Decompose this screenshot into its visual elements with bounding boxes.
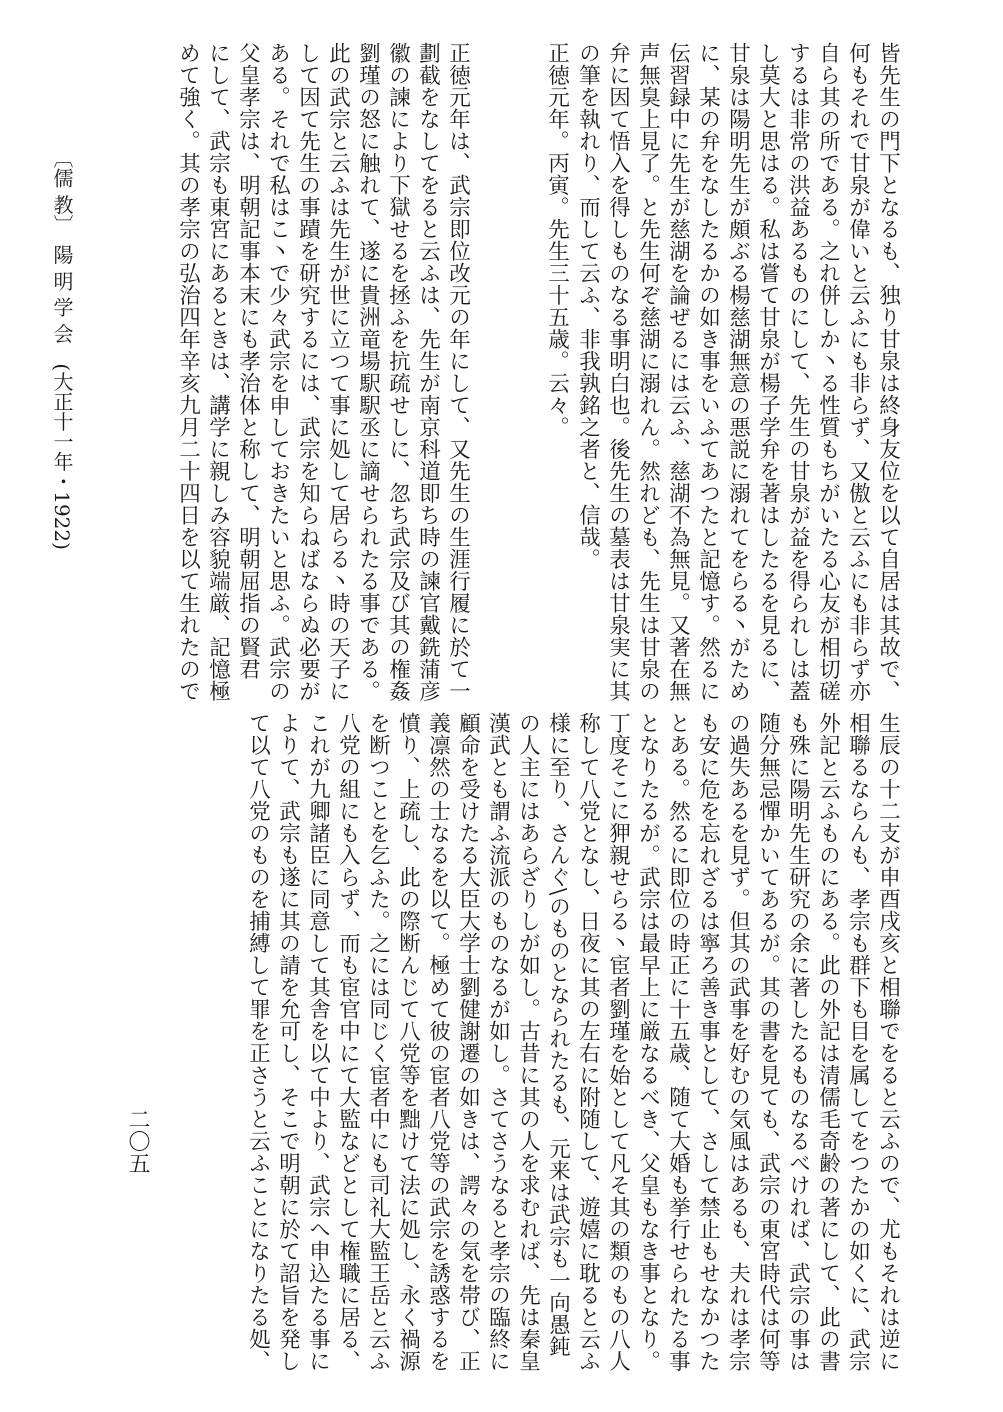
lower-column-22: て以て八党のものを捕縛して罪を正さうと云ふことになりたる処、 xyxy=(245,712,271,1372)
upper-column-1: 皆先生の門下となるも、独り甘泉は終身友位を以て自居は其故で、 xyxy=(875,42,901,702)
lower-column-15: 顧命を受けたる大臣大学士劉健謝遷の如きは、諤々の気を帯び、正 xyxy=(455,712,481,1372)
lower-column-9: となりたるが。武宗は最早上に厳なるべき、父皇もなき事となり。 xyxy=(635,712,661,1372)
lower-column-7: も安に危を忘れざるは寧ろ善き事として、さして禁止もせなかつた xyxy=(695,712,721,1372)
upper-column-19: ある。それで私はこ丶で少々武宗を申しておきたいと思ふ。武宗の xyxy=(265,42,291,702)
upper-column-8: 伝習録中に先生が慈湖を論ぜるには云ふ、慈湖不為無見。又著在無 xyxy=(665,42,691,702)
lower-column-8: とある。然るに即位の時正に十五歳、随て大婚も挙行せられたる事 xyxy=(665,712,691,1372)
upper-column-4: するは非常の洪益あるものにして、先生の甘泉が益を得られしは蓋 xyxy=(785,42,811,702)
lower-column-21: よりて、武宗も遂に其の請を允可し、そこで明朝に於て詔旨を発し xyxy=(275,712,301,1372)
lower-column-1: 生辰の十二支が申酉戌亥と相聯でをると云ふので、尤もそれは逆に xyxy=(875,712,901,1372)
upper-column-2: 何もそれで甘泉が偉いと云ふにも非らず、又傲と云ふにも非らず亦 xyxy=(845,42,871,702)
upper-column-21: にして、武宗も東宮にあるときは、講学に親しみ容貌端厳、記憶極 xyxy=(205,42,231,702)
lower-column-13: の人主にはあらざりしが如し。古昔に其の人を求むれば、先は秦皇 xyxy=(515,712,541,1372)
upper-column-18: して因て先生の事蹟を研究するには、武宗を知らねばならぬ必要が xyxy=(295,42,321,702)
lower-column-16: 義凛然の士なるを以て。極めて彼の宦者八党等の武宗を誘惑するを xyxy=(425,712,451,1372)
lower-column-11: 称して八党となし、日夜に其の左右に附随して、遊嬉に耽ると云ふ xyxy=(575,712,601,1372)
lower-column-3: 外記と云ふものにある。此の外記は清儒毛奇齢の著にして、此の書 xyxy=(815,712,841,1372)
lower-column-19: 八党の組にも入らず、而も宦官中にて大監などとして権職に居る、 xyxy=(335,712,361,1372)
upper-column-10: 弁に因て悟入を得しものなる事明白也。後先生の墓表は甘泉実に其 xyxy=(605,42,631,702)
upper-column-6: 甘泉は陽明先生が頗ぶる楊慈湖無意の悪説に溺れてをらる丶がため xyxy=(725,42,751,702)
lower-column-12: 様に至り、さんぐ\のものとなられたるも、元来は武宗も一向愚鈍 xyxy=(545,712,571,1358)
lower-column-17: 憤り、上疏し、此の際断んじて八党等を黜けて法に処し、永く禍源 xyxy=(395,712,421,1372)
lower-column-4: も殊に陽明先生研究の余に著したるものなるべければ、武宗の事は xyxy=(785,712,811,1372)
upper-column-9: 声無臭上見了。と先生何ぞ慈湖に溺れん。然れども、先生は甘泉の xyxy=(635,42,661,702)
lower-column-6: の過失あるを見ず。但其の武事を好むの気風はあるも、夫れは孝宗 xyxy=(725,712,751,1372)
upper-column-15: 徽の諫により下獄せるを拯ふを抗疏せしに、忽ち武宗及び其の権姦 xyxy=(385,42,411,702)
lower-column-18: を断つことを乞ふた。之には同じく宦者中にも司礼大監王岳と云ふ xyxy=(365,712,391,1372)
upper-column-22: めて強く。其の孝宗の弘治四年辛亥九月二十四日を以て生れたので xyxy=(175,42,201,702)
upper-column-11: の筆を執れり、而して云ふ、非我孰銘之者と、信哉。 xyxy=(575,42,601,570)
lower-column-2: 相聯るならんも、孝宗も群下も目を属してをつたかの如くに、武宗 xyxy=(845,712,871,1372)
lower-column-20: これが九卿諸臣に同意して其舎を以て中より、武宗へ申込たる事に xyxy=(305,712,331,1372)
lower-column-14: 漢武とも謂ふ流派のものなるが如し。さてさうなると孝宗の臨終に xyxy=(485,712,511,1372)
upper-column-20: 父皇孝宗は、明朝記事本末にも孝治体と称して、明朝屈指の賢君 xyxy=(235,42,261,680)
upper-column-3: 自ら其の所である。之れ併しか丶る性質もちがいたる心友が相切磋 xyxy=(815,42,841,702)
running-footer: 〔儒 教〕 陽 明 学 会 (大正十一年・1922) xyxy=(50,148,74,550)
upper-column-12: 正徳元年。丙寅。先生三十五歳。云々。 xyxy=(544,42,570,438)
page-number: 二〇五 xyxy=(125,1108,150,1174)
lower-column-5: 随分無忌憚かいてあるが。其の書を見ても、武宗の東宮時代は何等 xyxy=(755,712,781,1372)
upper-column-14: 劃截をなしてをると云ふは、先生が南京科道即ち時の諫官戴銑蒲彦 xyxy=(415,42,441,702)
upper-column-16: 劉瑾の怒に触れて、遂に貴洲竜場駅駅丞に謫せられたる事である。 xyxy=(355,42,381,702)
upper-column-17: 此の武宗と云ふは先生が世に立つて事に処して居らる丶時の天子に xyxy=(325,42,351,702)
upper-column-13: 正徳元年は、武宗即位改元の年にして、又先生の生涯行履に於て一 xyxy=(445,42,471,702)
lower-column-10: 丁度そこに狎親せらる丶宦者劉瑾を始として凡そ其の類のもの八人 xyxy=(605,712,631,1372)
upper-column-7: に、某の弁をなしたるかの如き事をいふてあつたと記憶す。然るに xyxy=(695,42,721,702)
upper-column-5: し莫大と思はる。私は嘗て甘泉が楊子学弁を著はしたるを見るに、 xyxy=(755,42,781,702)
